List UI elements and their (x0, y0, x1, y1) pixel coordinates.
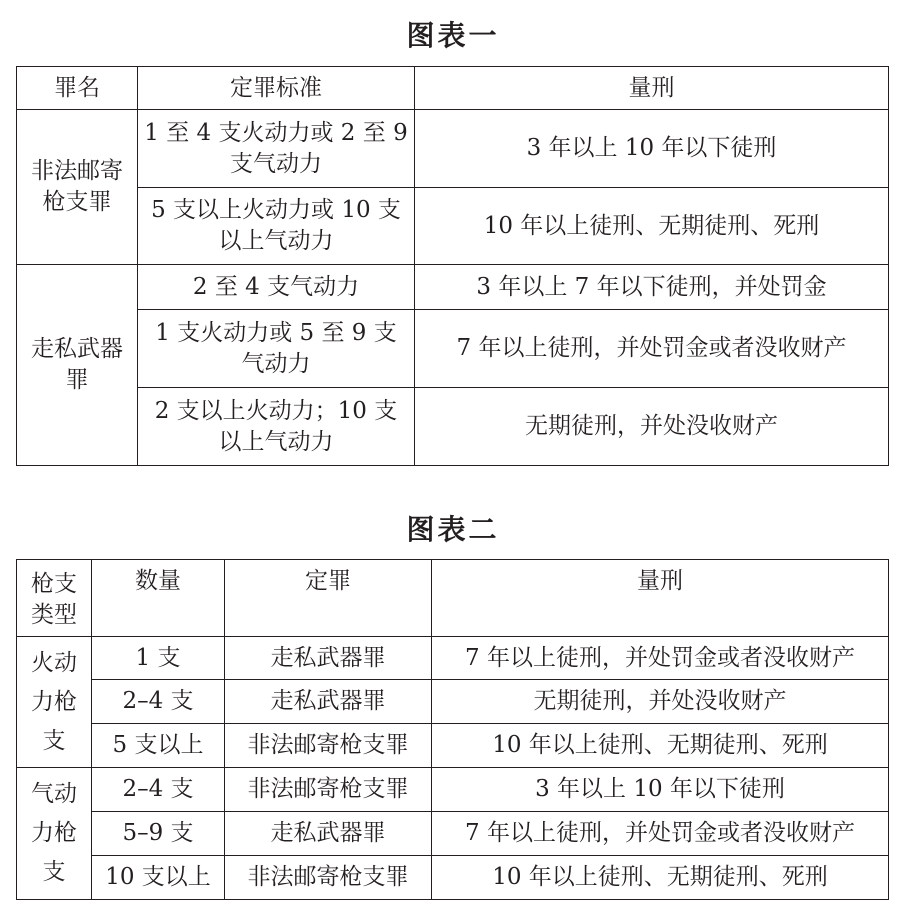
table-row (17, 680, 889, 724)
table-1-title: 图表一 (406, 19, 500, 52)
crime-cell: 非法邮寄枪支罪 (225, 768, 432, 812)
standard-cell: 2 至 4 支气动力 (138, 265, 415, 310)
standard-cell: 5 支以上火动力或 10 支以上气动力 (138, 188, 415, 265)
sentence-cell: 10 年以上徒刑、无期徒刑、死刑 (432, 724, 889, 768)
table-2-title: 图表二 (406, 513, 500, 546)
table-row (17, 110, 889, 188)
sentence-cell: 3 年以上 10 年以下徒刑 (432, 768, 889, 812)
table-row (17, 188, 889, 265)
sentence-cell: 7 年以上徒刑，并处罚金或者没收财产 (432, 637, 889, 680)
table-row (17, 812, 889, 856)
sentence-cell: 7 年以上徒刑，并处罚金或者没收财产 (432, 812, 889, 856)
table-row (17, 637, 889, 680)
table-row (17, 724, 889, 768)
header-conviction-standard: 定罪标准 (138, 67, 415, 110)
sentence-cell: 无期徒刑，并处没收财产 (432, 680, 889, 724)
table-row (17, 768, 889, 812)
gun-type-cell: 气动力枪支 (17, 768, 92, 900)
sentence-cell: 3 年以上 10 年以下徒刑 (415, 110, 889, 188)
header-crime: 定罪 (225, 560, 432, 637)
quantity-cell: 5–9 支 (92, 812, 225, 856)
quantity-cell: 2–4 支 (92, 768, 225, 812)
table-row (17, 265, 889, 310)
table-2 (16, 559, 889, 900)
sentence-cell: 10 年以上徒刑、无期徒刑、死刑 (432, 856, 889, 900)
quantity-cell: 5 支以上 (92, 724, 225, 768)
table-row (17, 310, 889, 388)
sentence-cell: 10 年以上徒刑、无期徒刑、死刑 (415, 188, 889, 265)
standard-cell: 2 支以上火动力；10 支以上气动力 (138, 388, 415, 466)
header-gun-type: 枪支类型 (17, 560, 92, 637)
quantity-cell: 2–4 支 (92, 680, 225, 724)
gun-type-cell: 火动力枪支 (17, 637, 92, 768)
standard-cell: 1 至 4 支火动力或 2 至 9 支气动力 (138, 110, 415, 188)
sentence-cell: 3 年以上 7 年以下徒刑，并处罚金 (415, 265, 889, 310)
quantity-cell: 10 支以上 (92, 856, 225, 900)
crime-name-cell: 走私武器罪 (17, 265, 138, 466)
header-quantity: 数量 (92, 560, 225, 637)
crime-cell: 非法邮寄枪支罪 (225, 724, 432, 768)
header-crime-name: 罪名 (17, 67, 138, 110)
table-header-row (17, 560, 889, 637)
quantity-cell: 1 支 (92, 637, 225, 680)
sentence-cell: 7 年以上徒刑，并处罚金或者没收财产 (415, 310, 889, 388)
crime-name-cell: 非法邮寄枪支罪 (17, 110, 138, 265)
table-header-row (17, 67, 889, 110)
header-sentence: 量刑 (432, 560, 889, 637)
standard-cell: 1 支火动力或 5 至 9 支气动力 (138, 310, 415, 388)
crime-cell: 走私武器罪 (225, 680, 432, 724)
header-sentence: 量刑 (415, 67, 889, 110)
crime-cell: 非法邮寄枪支罪 (225, 856, 432, 900)
table-row (17, 388, 889, 466)
crime-cell: 走私武器罪 (225, 812, 432, 856)
table-row (17, 856, 889, 900)
table-1 (16, 66, 889, 466)
sentence-cell: 无期徒刑，并处没收财产 (415, 388, 889, 466)
crime-cell: 走私武器罪 (225, 637, 432, 680)
